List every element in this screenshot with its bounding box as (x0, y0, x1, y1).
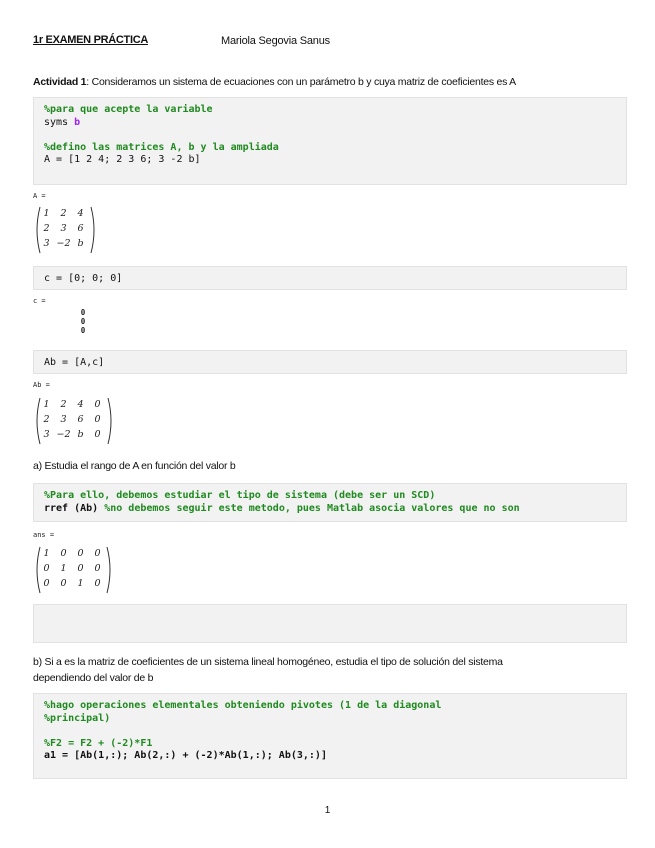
matrix-row: 1 0 0 0 (43, 548, 101, 559)
code-line: A = [1 2 4; 2 3 6; 3 -2 b] (44, 154, 201, 165)
activity-label: Actividad 1 (33, 76, 87, 88)
code-comment: %Para ello, debemos estudiar el tipo de sistema (debe ser un SCD) (44, 490, 436, 501)
matrix-row: 2 3 6 (43, 223, 84, 234)
matrix-row: 3 −2 b 0 (43, 429, 101, 440)
code-line: rref (Ab) %no debemos seguir este metodo, pues Matlab asocia valores que no son (44, 502, 520, 514)
exam-title: 1r EXAMEN PRÁCTICA (33, 34, 149, 46)
code-blank-line (44, 129, 616, 142)
code-line: c = [0; 0; 0] (44, 273, 123, 284)
activity-text: : Consideramos un sistema de ecuaciones con un parámetro b y cuya matriz de coeficientes es A (86, 76, 516, 88)
code-cell-empty[interactable] (33, 604, 627, 643)
code-cell-definitions[interactable] (33, 97, 627, 185)
code-comment: %hago operaciones elementales obteniendo pivotes (1 de la diagonal (44, 700, 442, 711)
output-label: Ab = (33, 381, 50, 389)
vector-output-c: 0 0 0 (80, 308, 86, 335)
code-comment: %defino las matrices A, b y la ampliada (44, 141, 279, 153)
code-blank-line (44, 725, 616, 738)
right-paren-icon (107, 397, 115, 445)
author-name: Mariola Segovia Sanus (221, 35, 330, 47)
matrix-row: 2 3 6 0 (43, 414, 101, 425)
right-paren-icon (106, 546, 114, 594)
matrix-row: 0 0 1 0 (43, 578, 101, 589)
code-comment: %principal) (44, 712, 111, 724)
matrix-row: 3 −2 b (43, 238, 84, 249)
code-comment: %F2 = F2 + (-2)*F1 (44, 737, 153, 749)
matrix-row: 1 2 4 0 (43, 399, 101, 410)
matrix-row: 0 1 0 0 (43, 563, 101, 574)
matrix-row: 1 2 4 (43, 208, 84, 219)
output-label: A = (33, 192, 46, 200)
page-number: 1 (324, 805, 331, 816)
code-cell-rref[interactable] (33, 483, 627, 522)
code-line: syms b (44, 116, 81, 128)
code-cell-operations[interactable] (33, 693, 627, 779)
output-label: c = (33, 297, 46, 305)
right-paren-icon (90, 206, 98, 254)
question-b: b) Si a es la matriz de coeficientes de un sistema lineal homogéneo, estudia el tipo de solución del sistema dependiendo del valor de b (33, 656, 503, 684)
code-cell-c[interactable] (33, 266, 627, 290)
question-a: a) Estudia el rango de A en función del valor b (33, 460, 236, 472)
code-comment: %para que acepte la variable (44, 104, 213, 115)
code-line: a1 = [Ab(1,:); Ab(2,:) + (-2)*Ab(1,:); Ab(3,:)] (44, 750, 327, 761)
code-cell-Ab[interactable] (33, 350, 627, 374)
output-label: ans = (33, 531, 55, 539)
activity-statement (33, 74, 633, 90)
code-line: Ab = [A,c] (44, 357, 105, 368)
